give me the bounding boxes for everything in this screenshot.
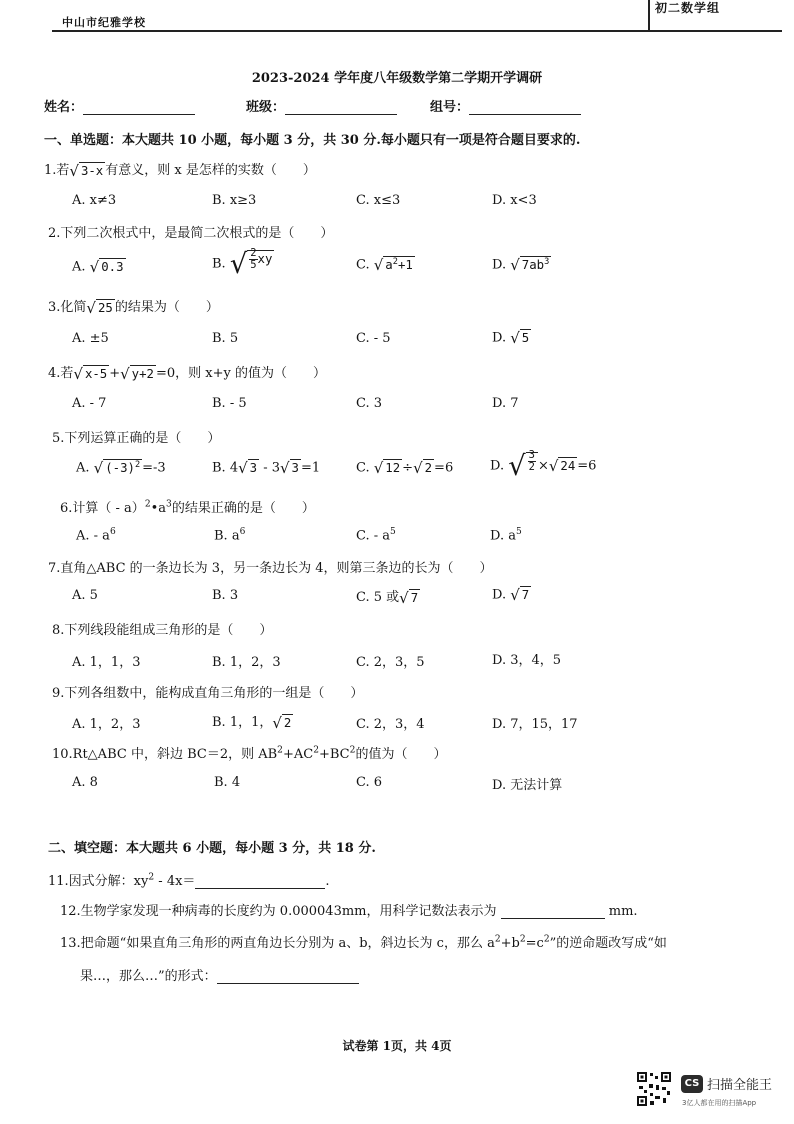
q10-option-a: A. 8 [72,775,98,790]
q4-option-b: B. - 5 [212,396,247,411]
q9-option-c: C. 2，3，4 [356,717,425,732]
q8-option-b: B. 1，2，3 [212,655,281,670]
question-9: 9.下列各组数中，能构成直角三角形的一组是（ ） [52,686,364,701]
header-tab-divider [648,0,650,31]
section2-heading: 二、填空题：本大题共 6 小题，每小题 3 分，共 18 分. [48,841,376,856]
q6-option-b: B. $a^6$ [214,527,246,544]
q3-option-b: B. 5 [212,331,239,346]
q5-option-a: A. √ $(-3)^2 =-3$ [76,459,166,477]
name-blank [83,100,195,115]
q10-option-b: B. 4 [214,775,241,790]
q10-option-d: D. 无法计算 [492,778,563,793]
q13-answer-blank [217,969,359,984]
q4-option-c: C. 3 [356,396,383,411]
exam-title: 2023-2024 学年度八年级数学第二学期开学调研 [251,71,543,86]
q2-option-d: D. √ $7ab^3$ [492,256,550,274]
question-5: 5.下列运算正确的是（ ） [52,431,221,446]
q8-option-d: D. 3，4，5 [492,653,562,668]
q5-option-c: C. √ 12 ÷√ 2 =6 [356,459,454,477]
q8-option-c: C. 2，3，5 [356,655,425,670]
question-12: 12.生物学家发现一种病毒的长度约为 0.000043mm，用科学记数法表示为 mm. [60,904,638,919]
question-7: 7.直角△ABC 的一条边长为 3，另一条边长为 4，则第三条边的长为（ ） [48,561,493,576]
question-4: 4.若√ x-5 +√ y+2 =0，则 x+y 的值为（ ） [48,364,326,383]
name-label: 姓名： [44,100,84,115]
q2-option-c: C. √ $a^2+1$ [356,256,413,274]
q3-option-d: D. √ 5 [492,329,530,347]
question-8: 8.下列线段能组成三角形的是（ ） [52,623,273,638]
q4-option-a: A. - 7 [72,396,107,411]
camscanner-name: 扫描全能王 [707,1078,773,1093]
q1-option-c: C. x≤3 [356,193,401,208]
q9-option-a: A. 1，2，3 [72,717,141,732]
header-rule [52,30,782,32]
q5-option-b: B. 4√ 3 - 3√ 3 =1 [212,459,321,477]
school-name: 中山市纪雅学校 [62,16,146,29]
class-blank [285,100,397,115]
q9-option-d: D. 7，15，17 [492,717,578,732]
qr-code-icon [636,1071,672,1107]
q6-option-d: D. $a^5$ [490,527,522,544]
q9-option-b: B. 1，1，√ 2 [212,713,292,732]
q1-option-b: B. x≥3 [212,193,257,208]
q1-option-d: D. x<3 [492,193,537,208]
q7-option-b: B. 3 [212,588,239,603]
q11-answer-blank [195,874,325,889]
section1-heading: 一、单选题：本大题共 10 小题，每小题 3 分，共 30 分.每小题只有一项是符合题目要求的. [44,133,581,148]
q1-option-a: A. x≠3 [72,193,117,208]
group-blank [469,100,581,115]
q4-option-d: D. 7 [492,396,519,411]
q12-answer-blank [501,904,605,919]
q6-option-c: C. - $a^5$ [356,527,396,544]
q5-option-d: D. √ $\frac{3}{2}$ ×√ 24 =6 [490,449,597,483]
q7-option-d: D. √ 7 [492,586,530,604]
sqrt-expression: √ 3-x [69,161,104,180]
q6-option-a: A. - $a^6$ [76,527,116,544]
question-6: 6.计算（ - $a)^2•a^3$的结果正确的是（ ） [60,499,315,516]
group-name: 初二数学组 [655,1,721,15]
question-13-line-2: 果…，那么…”的形式： [80,965,359,984]
class-label: 班级： [246,100,286,115]
q2-option-a: A. √ 0.3 [72,258,124,276]
question-11: 11.因式分解：$xy^2 - 4x=$ . [48,872,330,889]
q7-option-c: C. 5 或√ 7 [356,588,419,607]
class-field [246,96,397,115]
question-2: 2.下列二次根式中，是最简二次根式的是（ ） [48,226,334,241]
q10-option-c: C. 6 [356,775,383,790]
question-3: 3.化简√ 25 的结果为（ ） [48,298,219,317]
question-1: 1.若√ 3-x 有意义，则 x 是怎样的实数（ ） [44,161,316,180]
q3-option-c: C. - 5 [356,331,391,346]
q2-option-b: B. √ $\frac{2}{5}$ xy [212,247,273,281]
camscanner-tagline: 3亿人都在用的扫描App [682,1099,757,1107]
q8-option-a: A. 1，1，3 [72,655,141,670]
group-field [430,96,581,115]
question-13-line-1: 13.把命题“如果直角三角形的两直角边长分别为 a、b，斜边长为 c，那么 $a^2+b^2=c^2$”的逆命题改写成“如 [60,934,667,951]
camscanner-logo-icon: CS [681,1075,703,1093]
question-10: 10.Rt△ABC 中，斜边 BC＝2，则 $AB^2+AC^2+BC^2$的值为（ ） [52,745,447,762]
q3-option-a: A. ±5 [72,331,109,346]
name-field [44,96,195,115]
q7-option-a: A. 5 [72,588,98,603]
page-footer: 试卷第 1页，共 4页 [342,1039,452,1053]
group-label: 组号： [430,100,470,115]
